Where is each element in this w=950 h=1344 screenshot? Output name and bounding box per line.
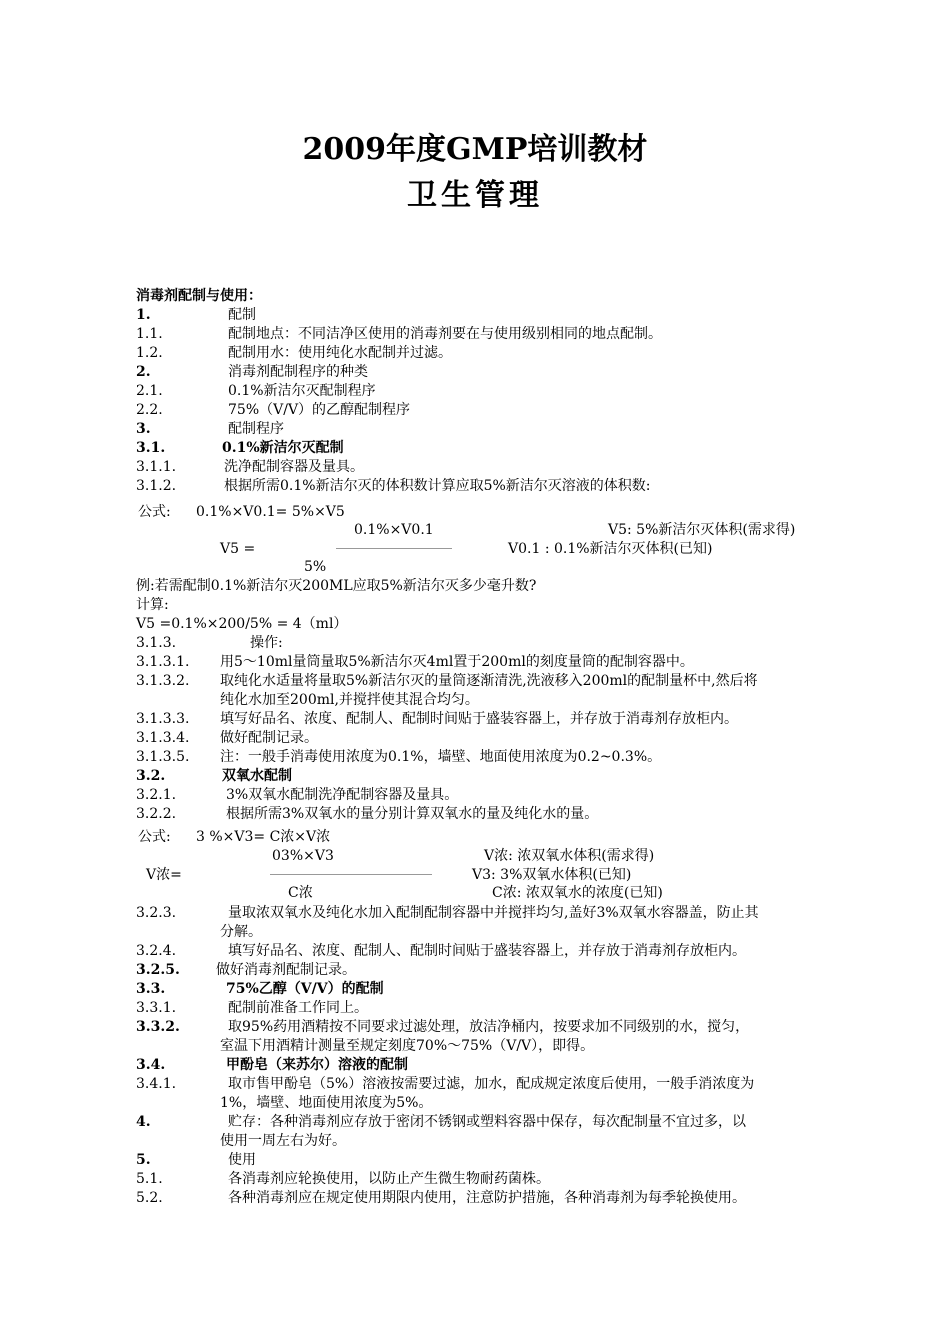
- outline-text: 各种消毒剂应在规定使用期限内使用，注意防护措施，各种消毒剂为每季轮换使用。: [228, 1190, 746, 1206]
- outline-number: 3.2.4.: [136, 943, 177, 959]
- outline-number: 3.1.3.1.: [136, 654, 190, 670]
- formula2-label: 公式:: [138, 829, 171, 845]
- outline-text: 取95%药用酒精按不同要求过滤处理，放洁净桶内，按要求加不同级别的水，搅匀，: [228, 1019, 750, 1035]
- outline-text: 填写好品名、浓度、配制人、配制时间贴于盛装容器上，并存放于消毒剂存放柜内。: [220, 711, 738, 727]
- outline-text: 各消毒剂应轮换使用，以防止产生微生物耐药菌株。: [228, 1171, 550, 1187]
- outline-text: 1%，墙壁、地面使用浓度为5%。: [220, 1095, 433, 1111]
- outline-number: 3.1.3.4.: [136, 730, 190, 746]
- outline-text: 贮存：各种消毒剂应存放于密闭不锈钢或塑料容器中保存，每次配制量不宜过多，以: [228, 1114, 746, 1130]
- outline-text: 配制: [228, 307, 256, 323]
- formula1-legend-2: V0.1 : 0.1%新洁尔灭体积(已知): [508, 541, 713, 557]
- outline-text: 配制地点：不同洁净区使用的消毒剂要在与使用级别相同的地点配制。: [228, 326, 662, 342]
- formula1-legend-1: V5: 5%新洁尔灭体积(需求得): [608, 522, 796, 538]
- formula1-label: 公式:: [138, 504, 171, 520]
- calc-result: V5 =0.1%×200/5% = 4（ml）: [136, 616, 348, 632]
- outline-number: 3.1.1.: [136, 459, 177, 475]
- formula2-legend-3: C浓: 浓双氧水的浓度(已知): [492, 885, 663, 901]
- outline-text: 双氧水配制: [222, 768, 292, 784]
- outline-number: 2.1.: [136, 383, 163, 399]
- outline-text: 分解。: [220, 924, 262, 940]
- formula1-fraction-bar: [336, 548, 452, 549]
- calc-label: 计算:: [136, 597, 169, 613]
- outline-text: 用5～10ml量筒量取5%新洁尔灭4ml置于200ml的刻度量筒的配制容器中。: [220, 654, 694, 670]
- formula2-legend-2: V3: 3%双氧水体积(已知): [472, 867, 632, 883]
- outline-text: 做好配制记录。: [220, 730, 318, 746]
- outline-number: 3.2.2.: [136, 806, 177, 822]
- outline-number: 1.2.: [136, 345, 163, 361]
- document-subtitle: 卫生管理: [407, 178, 543, 213]
- outline-number: 1.1.: [136, 326, 163, 342]
- outline-text: 洗净配制容器及量具。: [224, 459, 364, 475]
- outline-text: 量取浓双氧水及纯化水加入配制配制容器中并搅拌均匀,盖好3%双氧水容器盖，防止其: [228, 905, 759, 921]
- outline-number: 5.: [136, 1152, 151, 1168]
- outline-text: 室温下用酒精计测量至规定刻度70%～75%（V/V），即得。: [220, 1038, 595, 1054]
- outline-text: 使用: [228, 1152, 256, 1168]
- formula1-denominator: 5%: [304, 559, 327, 575]
- outline-number: 1.: [136, 307, 151, 323]
- outline-text: 操作:: [250, 635, 283, 651]
- outline-text: 根据所需3%双氧水的量分别计算双氧水的量及纯化水的量。: [226, 806, 599, 822]
- outline-text: 注：一般手消毒使用浓度为0.1%，墙壁、地面使用浓度为0.2~0.3%。: [220, 749, 662, 765]
- outline-number: 3.1.3.5.: [136, 749, 190, 765]
- outline-number: 3.2.: [136, 768, 166, 784]
- formula1-equation: 0.1%×V0.1= 5%×V5: [196, 504, 345, 520]
- outline-number: 3.1.2.: [136, 478, 177, 494]
- outline-number: 3.4.: [136, 1057, 166, 1073]
- outline-number: 5.1.: [136, 1171, 163, 1187]
- outline-text: 消毒剂配制程序的种类: [228, 364, 368, 380]
- section-heading: 消毒剂配制与使用：: [136, 288, 262, 304]
- outline-text: 3%双氧水配制洗净配制容器及量具。: [226, 787, 459, 803]
- outline-text: 填写好品名、浓度、配制人、配制时间贴于盛装容器上，并存放于消毒剂存放柜内。: [228, 943, 746, 959]
- outline-text: 75%（V/V）的乙醇配制程序: [228, 402, 411, 418]
- document-title: 2009年度GMP培训教材: [302, 132, 648, 167]
- outline-number: 2.2.: [136, 402, 163, 418]
- formula2-equation: 3 %×V3= C浓×V浓: [196, 829, 331, 845]
- outline-number: 3.4.1.: [136, 1076, 177, 1092]
- outline-text: 75%乙醇（V/V）的配制: [226, 981, 384, 997]
- outline-number: 4.: [136, 1114, 151, 1130]
- outline-text: 配制前准备工作同上。: [228, 1000, 368, 1016]
- outline-text: 取市售甲酚皂（5%）溶液按需要过滤，加水，配成规定浓度后使用，一般手消浓度为: [228, 1076, 755, 1092]
- outline-number: 3.2.1.: [136, 787, 177, 803]
- outline-number: 3.1.3.3.: [136, 711, 190, 727]
- formula2-legend-1: V浓: 浓双氧水体积(需求得): [484, 848, 655, 864]
- formula2-lhs: V浓=: [146, 867, 182, 883]
- outline-text: 纯化水加至200ml,并搅拌使其混合均匀。: [220, 692, 479, 708]
- outline-number: 3.2.5.: [136, 962, 180, 978]
- outline-number: 3.3.1.: [136, 1000, 177, 1016]
- outline-text: 取纯化水适量将量取5%新洁尔灭的量筒逐渐清洗,洗液移入200ml的配制量杯中,然后将: [220, 673, 758, 689]
- outline-number: 3.1.3.2.: [136, 673, 190, 689]
- outline-number: 3.1.3.: [136, 635, 177, 651]
- formula1-numerator: 0.1%×V0.1: [354, 522, 434, 538]
- formula2-denominator: C浓: [288, 885, 313, 901]
- outline-text: 配制程序: [228, 421, 284, 437]
- outline-number: 3.3.: [136, 981, 166, 997]
- outline-text: 根据所需0.1%新洁尔灭的体积数计算应取5%新洁尔灭溶液的体积数:: [224, 478, 651, 494]
- outline-number: 3.2.3.: [136, 905, 177, 921]
- formula2-fraction-bar: [270, 874, 432, 875]
- outline-number: 5.2.: [136, 1190, 163, 1206]
- outline-number: 3.: [136, 421, 151, 437]
- outline-text: 使用一周左右为好。: [220, 1133, 346, 1149]
- formula1-lhs: V5 =: [220, 541, 256, 557]
- outline-text: 配制用水：使用纯化水配制并过滤。: [228, 345, 452, 361]
- example-question: 例:若需配制0.1%新洁尔灭200ML应取5%新洁尔灭多少毫升数?: [136, 578, 537, 594]
- outline-text: 0.1%新洁尔灭配制: [222, 440, 344, 456]
- outline-text: 甲酚皂（来苏尔）溶液的配制: [226, 1057, 408, 1073]
- outline-text: 0.1%新洁尔灭配制程序: [228, 383, 376, 399]
- outline-number: 2.: [136, 364, 151, 380]
- formula2-numerator: 03%×V3: [272, 848, 334, 864]
- outline-text: 做好消毒剂配制记录。: [216, 962, 356, 978]
- outline-number: 3.1.: [136, 440, 166, 456]
- outline-number: 3.3.2.: [136, 1019, 180, 1035]
